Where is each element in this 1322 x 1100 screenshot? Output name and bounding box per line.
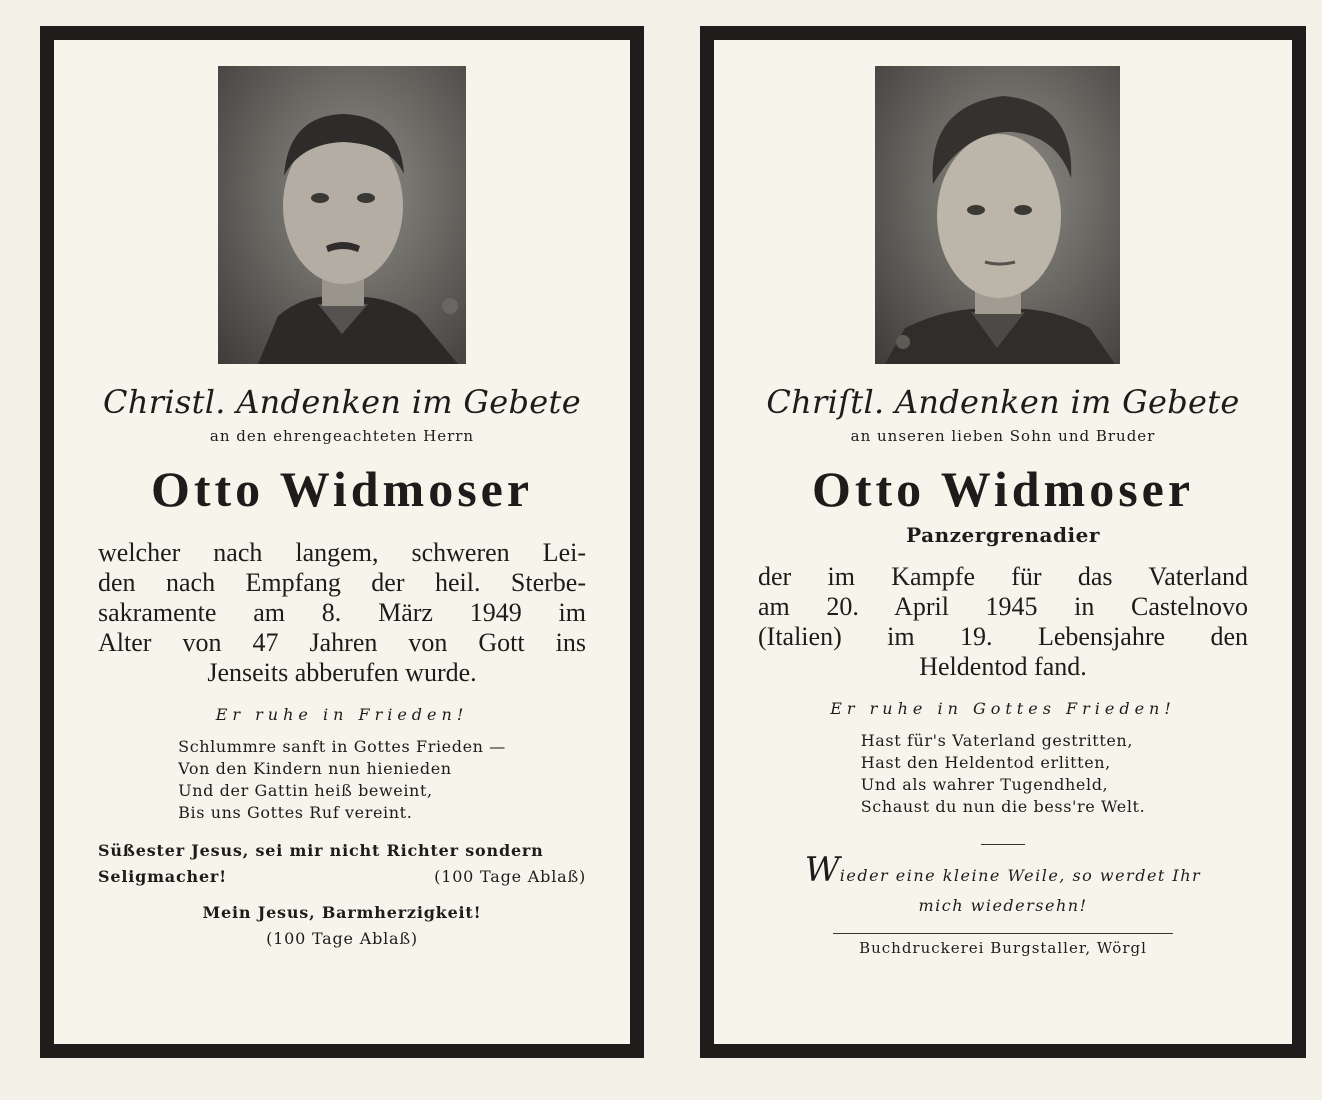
closing-line: mich wiedersehn!	[918, 896, 1088, 915]
closing-initial: W	[804, 850, 840, 890]
portrait-young-man-icon	[875, 66, 1120, 364]
poem-line: Schlummre sanft in Gottes Frieden —	[178, 737, 506, 756]
indulgence-note: (100 Tage Ablaß)	[266, 929, 418, 948]
right-card-text	[758, 382, 1248, 958]
poem-line: Bis uns Gottes Ruf vereint.	[178, 803, 413, 822]
poem	[178, 736, 506, 824]
closing-line	[758, 850, 1248, 891]
deceased-name: Otto Widmoser	[150, 461, 534, 517]
poem-line: Und als wahrer Tugendheld,	[860, 775, 1109, 794]
obituary-text	[98, 538, 586, 688]
poem-line: Hast den Heldentod erlitten,	[860, 753, 1111, 772]
portrait-man-icon	[218, 66, 466, 364]
poem-line: Schaust du nun die bess're Welt.	[860, 797, 1146, 816]
obituary-line: den nach Empfang der heil. Sterbe-	[98, 568, 586, 597]
prayer-block-2	[98, 900, 586, 952]
obituary-line: Alter von 47 Jahren von Gott ins	[98, 628, 586, 657]
obituary-line: Heldentod fand.	[919, 652, 1087, 681]
card-heading: Chriſtl. Andenken im Gebete	[766, 383, 1240, 421]
indulgence-note: (100 Tage Ablaß)	[434, 867, 586, 886]
card-heading: Christl. Andenken im Gebete	[103, 383, 581, 421]
card-subheading: an unseren lieben Sohn und Bruder	[850, 427, 1156, 445]
obituary-line: sakramente am 8. März 1949 im	[98, 598, 586, 627]
deceased-name: Otto Widmoser	[811, 461, 1195, 517]
obituary-line: am 20. April 1945 in Castelnovo	[758, 592, 1248, 621]
obituary-text	[758, 562, 1248, 682]
closing-verse	[758, 850, 1248, 921]
poem-line: Von den Kindern nun hienieden	[178, 759, 452, 778]
prayer-line: Seligmacher!	[98, 867, 227, 886]
obituary-line: (Italien) im 19. Lebensjahre den	[758, 622, 1248, 651]
left-card-text	[98, 382, 586, 952]
obituary-line: der im Kampfe für das Vaterland	[758, 562, 1248, 591]
rest-in-peace: Er ruhe in Frieden!	[215, 705, 469, 724]
rest-in-peace: Er ruhe in Gottes Frieden!	[830, 699, 1176, 718]
memorial-card-right	[700, 26, 1306, 1058]
closing-line-text: ieder eine kleine Weile, so werdet Ihr	[839, 866, 1202, 885]
portrait-photo-right	[875, 66, 1120, 364]
printer-credit: Buchdruckerei Burgstaller, Wörgl	[859, 939, 1147, 957]
poem-line: Und der Gattin heiß beweint,	[178, 781, 433, 800]
card-subheading: an den ehrengeachteten Herrn	[209, 427, 475, 445]
memorial-card-left	[40, 26, 644, 1058]
portrait-photo-left	[218, 66, 466, 364]
poem	[861, 730, 1146, 818]
obituary-line: Jenseits abberufen wurde.	[207, 658, 477, 687]
divider	[981, 844, 1025, 845]
poem-line: Hast für's Vaterland gestritten,	[860, 731, 1134, 750]
obituary-line: welcher nach langem, schweren Lei-	[98, 538, 586, 567]
military-rank: Panzergrenadier	[906, 523, 1100, 547]
divider	[833, 933, 1173, 934]
prayer-line: Süßester Jesus, sei mir nicht Richter sondern	[98, 841, 544, 860]
prayer-block-1	[98, 838, 586, 890]
prayer-line: Mein Jesus, Barmherzigkeit!	[202, 903, 482, 922]
